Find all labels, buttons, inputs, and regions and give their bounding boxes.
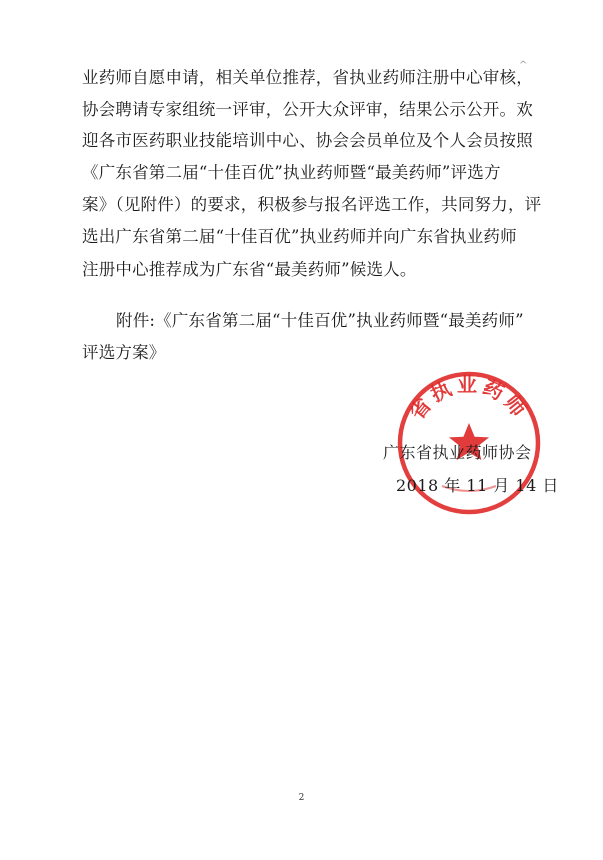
signature-org: 广东省执业药师协会 [383,443,532,462]
attachment-line: 评选方案》 [82,343,166,362]
attachment-line: 附件:《广东省第二届“十佳百优”执业药师暨“最美药师” [116,311,524,330]
body-line: 注册中心推荐成为广东省“最美药师”候选人。 [82,260,417,279]
body-line: 协会聘请专家组统一评审，公开大众评审，结果公示公开。欢 [82,100,533,119]
page-number: 2 [298,793,305,803]
svg-text:省执业药师: 省执业药师 [404,372,534,425]
body-line: 案》（见附件）的要求，积极参与报名评选工作，共同努力，评 [82,195,542,214]
body-line: 《广东省第二届“十佳百优”执业药师暨“最美药师”评选方 [82,163,501,182]
body-line: 迎各市医药职业技能培训中心、协会会员单位及个人会员按照 [82,131,533,150]
scan-mark: ^ [519,60,528,71]
body-line: 业药师自愿申请，相关单位推荐，省执业药师注册中心审核， [82,68,533,87]
body-line: 选出广东省第二届“十佳百优”执业药师并向广东省执业药师 [82,227,517,246]
signature-date: 2018 年 11 月 14 日 [396,476,559,495]
